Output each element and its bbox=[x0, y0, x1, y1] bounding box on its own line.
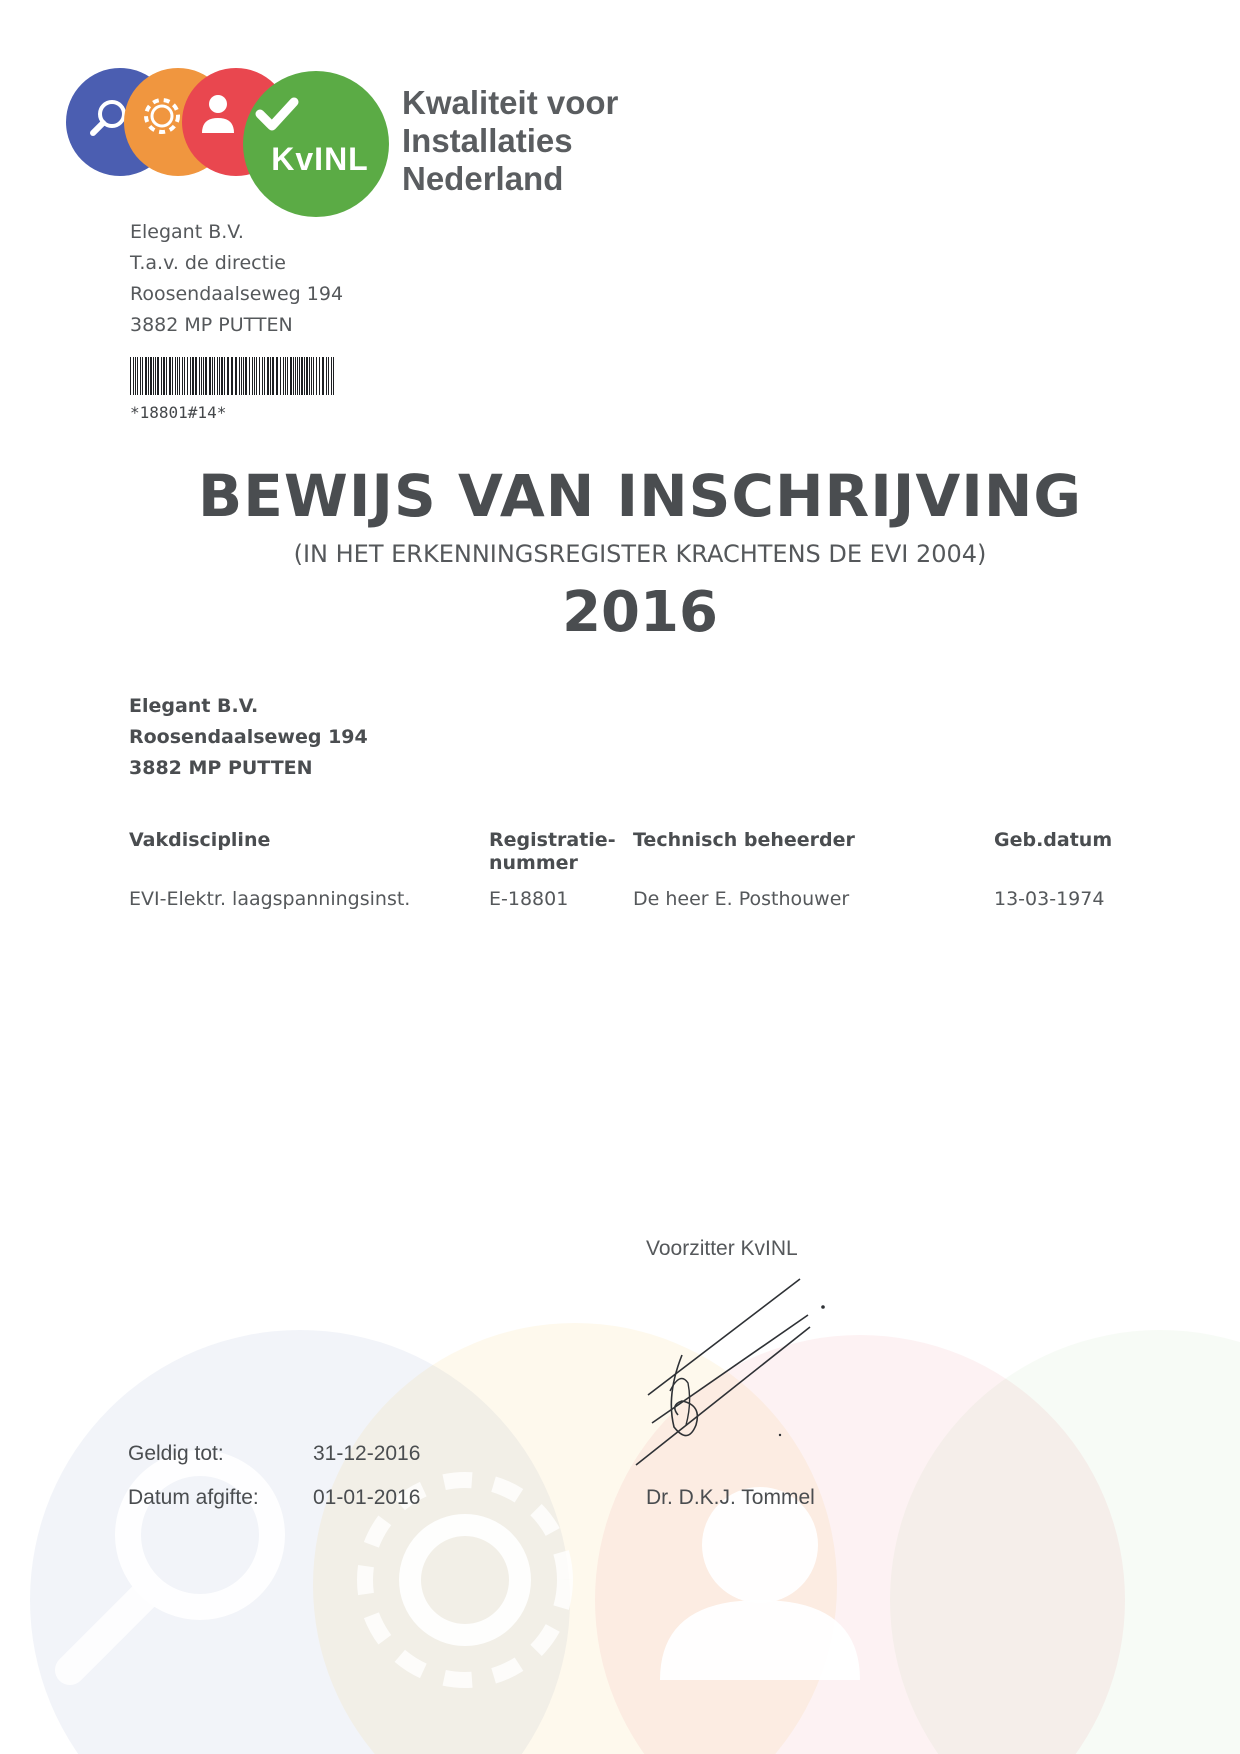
valid-until-value: 31-12-2016 bbox=[313, 1442, 421, 1465]
barcode-bar bbox=[293, 357, 294, 395]
header-vakdiscipline: Vakdiscipline bbox=[129, 829, 271, 851]
barcode-bar bbox=[199, 357, 200, 395]
barcode-bar bbox=[283, 357, 284, 395]
barcode-bar bbox=[272, 357, 274, 395]
barcode-bar bbox=[133, 357, 134, 395]
barcode-bar bbox=[287, 357, 288, 395]
company-address-line: Elegant B.V. bbox=[129, 695, 259, 717]
company-address-line: 3882 MP PUTTEN bbox=[129, 757, 313, 779]
barcode-bar bbox=[299, 357, 300, 395]
tagline-line: Kwaliteit voor bbox=[402, 84, 619, 121]
barcode-bar bbox=[245, 357, 247, 395]
barcode-bar bbox=[328, 357, 329, 395]
barcode-bar bbox=[264, 357, 265, 395]
barcode-bar bbox=[306, 357, 308, 395]
barcode-bar bbox=[252, 357, 253, 395]
barcode-bar bbox=[145, 357, 147, 395]
barcode-bar bbox=[326, 357, 327, 395]
barcode-bar bbox=[212, 357, 213, 395]
barcode-bar bbox=[163, 357, 165, 395]
barcode-bar bbox=[201, 357, 202, 395]
signatory-role: Voorzitter KvINL bbox=[646, 1237, 798, 1260]
barcode-bar bbox=[161, 357, 162, 395]
barcode-bar bbox=[333, 357, 334, 395]
cell-technisch-beheerder: De heer E. Posthouwer bbox=[633, 888, 850, 910]
issue-date-label: Datum afgifte: bbox=[128, 1486, 259, 1509]
kvinl-logo bbox=[66, 66, 396, 221]
barcode-bar bbox=[137, 357, 138, 395]
barcode-bar bbox=[297, 357, 298, 395]
barcode-bar bbox=[217, 357, 218, 395]
barcode-bar bbox=[130, 357, 131, 395]
signatory-name: Dr. D.K.J. Tommel bbox=[646, 1486, 815, 1509]
address-line: Roosendaalseweg 194 bbox=[130, 283, 344, 305]
header-registratienummer: Registratie- nummer bbox=[489, 829, 616, 874]
barcode-bar bbox=[195, 357, 197, 395]
barcode-bar bbox=[175, 357, 176, 395]
barcode-bar bbox=[280, 357, 281, 395]
barcode-bar bbox=[205, 357, 207, 395]
barcode-bar bbox=[157, 357, 159, 395]
document-subtitle: (IN HET ERKENNINGSREGISTER KRACHTENS DE EVI 2004) bbox=[293, 540, 987, 568]
barcode-bar bbox=[295, 357, 296, 395]
barcode-bar bbox=[140, 357, 141, 395]
barcode-text: *18801#14* bbox=[130, 403, 227, 422]
issue-date-value: 01-01-2016 bbox=[313, 1486, 421, 1509]
barcode-bar bbox=[190, 357, 191, 395]
barcode-bar bbox=[135, 357, 136, 395]
barcode-bar bbox=[227, 357, 229, 395]
barcode-bar bbox=[224, 357, 225, 395]
valid-until-label: Geldig tot: bbox=[128, 1442, 224, 1465]
address-line: T.a.v. de directie bbox=[130, 252, 286, 274]
barcode-bar bbox=[309, 357, 310, 395]
barcode-bar bbox=[155, 357, 156, 395]
barcode-bar bbox=[254, 357, 255, 395]
barcode-bar bbox=[259, 357, 260, 395]
logo-badge-text: KvINL bbox=[271, 141, 369, 177]
barcode-bar bbox=[331, 357, 332, 395]
barcode-bar bbox=[182, 357, 183, 395]
barcode-bar bbox=[249, 357, 250, 395]
header-technisch-beheerder: Technisch beheerder bbox=[633, 829, 855, 851]
barcode-bar bbox=[184, 357, 185, 395]
barcode-bar bbox=[148, 357, 149, 395]
barcode-bar bbox=[209, 357, 211, 395]
barcode-bar bbox=[241, 357, 242, 395]
barcode-bar bbox=[239, 357, 240, 395]
cell-geb-datum: 13-03-1974 bbox=[994, 888, 1105, 910]
barcode-bar bbox=[219, 357, 220, 395]
document-year: 2016 bbox=[562, 580, 718, 645]
barcode-bar bbox=[192, 357, 194, 395]
signature bbox=[630, 1275, 830, 1475]
barcode-bar bbox=[311, 357, 312, 395]
barcode-bar bbox=[285, 357, 286, 395]
barcode-bar bbox=[276, 357, 278, 395]
barcode-bar bbox=[267, 357, 269, 395]
header-geb-datum: Geb.datum bbox=[994, 829, 1113, 851]
barcode-bar bbox=[319, 357, 320, 395]
barcode-bar bbox=[270, 357, 271, 395]
barcode-bar bbox=[142, 357, 143, 395]
barcode-bar bbox=[243, 357, 244, 395]
document-title: BEWIJS VAN INSCHRIJVING bbox=[198, 462, 1082, 530]
tagline-line: Nederland bbox=[402, 160, 564, 197]
barcode-bar bbox=[179, 357, 180, 395]
barcode-bar bbox=[322, 357, 324, 395]
barcode-bar bbox=[235, 357, 237, 395]
barcode-bar bbox=[221, 357, 223, 395]
barcode-bar bbox=[262, 357, 263, 395]
barcode-bar bbox=[177, 357, 178, 395]
barcode-bar bbox=[214, 357, 215, 395]
barcode bbox=[130, 357, 335, 395]
cell-registratienummer: E-18801 bbox=[489, 888, 569, 910]
barcode-bar bbox=[301, 357, 303, 395]
barcode-bar bbox=[304, 357, 305, 395]
barcode-bar bbox=[169, 357, 171, 395]
barcode-bar bbox=[153, 357, 154, 395]
address-line: Elegant B.V. bbox=[130, 221, 244, 243]
recipient-address bbox=[130, 217, 343, 341]
barcode-bar bbox=[256, 357, 257, 395]
tagline-line: Installaties bbox=[402, 122, 573, 159]
address-line: 3882 MP PUTTEN bbox=[130, 314, 293, 336]
barcode-bar bbox=[290, 357, 292, 395]
barcode-bar bbox=[166, 357, 167, 395]
company-address bbox=[129, 691, 368, 784]
cell-vakdiscipline: EVI-Elektr. laagspanningsinst. bbox=[129, 888, 411, 910]
barcode-bar bbox=[203, 357, 204, 395]
barcode-bar bbox=[172, 357, 173, 395]
barcode-bar bbox=[313, 357, 314, 395]
company-address-line: Roosendaalseweg 194 bbox=[129, 726, 368, 748]
barcode-bar bbox=[231, 357, 233, 395]
logo-tagline bbox=[402, 84, 618, 198]
barcode-bar bbox=[150, 357, 152, 395]
barcode-bar bbox=[316, 357, 317, 395]
barcode-bar bbox=[187, 357, 188, 395]
